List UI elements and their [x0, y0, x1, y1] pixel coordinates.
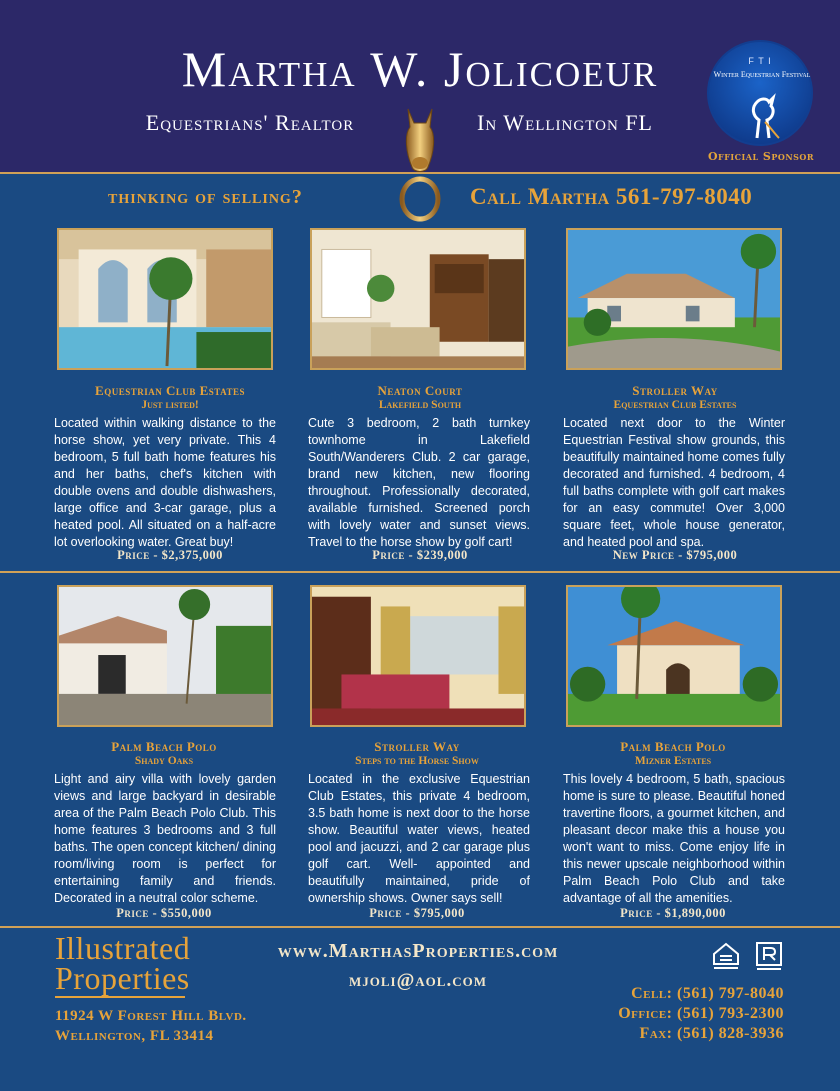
listing-subtitle-3: Equestrian Club Estates: [613, 399, 737, 411]
listing-description-4: Light and airy villa with lovely garden views and large backyard in desirable area of the Palm Beach Polo Club. This home features 3 bedrooms and 3 full baths. The open concept kitchen/ dining room/living room is perfect for entertaining family and friends. Decorated in a neutral color scheme.: [54, 772, 276, 905]
phone-fax: Fax: (561) 828-3936: [639, 1025, 784, 1042]
row-divider: [0, 571, 840, 573]
tagline-left: Equestrians' Realtor: [145, 110, 355, 135]
agent-name: Martha W. Jolicoeur: [181, 41, 659, 97]
horse-head-knocker-icon: [396, 105, 444, 223]
realtor-icon: [756, 942, 782, 972]
listing-subtitle-5: Steps to the Horse Show: [355, 755, 479, 767]
listing-title-2: Neaton Court: [377, 383, 463, 398]
email-link[interactable]: mjoli@aol.com: [349, 970, 487, 991]
listing-title-3: Stroller Way: [632, 383, 718, 398]
listing-photo-4: [57, 585, 273, 727]
tagline-right: In Wellington FL: [477, 110, 653, 135]
listing-description-1: Located within walking distance to the horse show, yet very private. This 4 bedroom, 5 full bath home features his and her baths, chef's kitchen with double ovens and double dishwashers, large office and 3-car garage, plus a heated pool. All situated on a half-acre lot overlooking water. Great buy!: [54, 416, 276, 549]
wef-sponsor-badge: [707, 40, 813, 146]
website-link[interactable]: www.MarthasProperties.com: [277, 940, 559, 962]
listing-photo-6: [566, 585, 782, 727]
listing-price-4: Price - $550,000: [116, 906, 212, 920]
listing-subtitle-4: Shady Oaks: [134, 755, 194, 767]
phone-office: Office: (561) 793-2300: [618, 1005, 784, 1022]
listing-title-6: Palm Beach Polo: [620, 739, 726, 754]
rearing-horse-icon: [739, 92, 785, 142]
listing-title-5: Stroller Way: [374, 739, 460, 754]
thinking-of-selling: thinking of selling?: [108, 186, 303, 208]
listing-photo-3: [566, 228, 782, 370]
listing-subtitle-2: Lakefield South: [378, 399, 462, 411]
listing-description-5: Located in the exclusive Equestrian Club Estates, this private 4 bedroom, 3.5 bath home is next door to the horse show. Beautiful water views, heated pool and jacuzzi, and 2 car garage plus golf cart. Well- appointed and beautifully maintained, pride of ownership shows. Owner says sell!: [308, 772, 530, 905]
badge-festival-name: Winter Equestrian Festival: [713, 70, 811, 79]
brand-properties: Properties: [55, 960, 190, 996]
header-divider: [0, 172, 840, 174]
listing-price-3: New Price - $795,000: [612, 548, 738, 562]
brand-underline: [55, 996, 185, 998]
address-city: Wellington, FL 33414: [55, 1028, 214, 1044]
listing-title-1: Equestrian Club Estates: [95, 383, 245, 398]
address-street: 11924 W Forest Hill Blvd.: [55, 1008, 247, 1024]
listing-photo-2: [310, 228, 526, 370]
listing-title-4: Palm Beach Polo: [111, 739, 217, 754]
listing-price-1: Price - $2,375,000: [117, 548, 223, 562]
listing-description-6: This lovely 4 bedroom, 5 bath, spacious home is sure to please. Beautiful honed travertine floors, a gourmet kitchen, and pleasant decor make this a house you won't want to miss. Come enjoy life in this newer upscale neighborhood within Palm Beach Polo Club and take advantage of all the amenities.: [563, 772, 785, 905]
listing-description-3: Located next door to the Winter Equestrian Festival show grounds, this beautifully maintained home comes fully decorated and furnished. 4 bedroom, 4 full baths complete with golf cart makes for an easy commute! Over 3,000 square feet, whole house generator, and heated pool and spa.: [563, 416, 785, 549]
listing-photo-1: [57, 228, 273, 370]
listing-subtitle-1: Just listed!: [141, 399, 199, 411]
listing-subtitle-6: Mizner Estates: [634, 755, 712, 767]
badge-top-text: F T I: [748, 56, 772, 66]
listing-price-5: Price - $795,000: [369, 906, 465, 920]
listing-price-2: Price - $239,000: [372, 548, 468, 562]
official-sponsor-label: Official Sponsor: [707, 150, 815, 163]
brand-illustrated: Illustrated: [55, 930, 191, 966]
listing-description-2: Cute 3 bedroom, 2 bath turnkey townhome in Lakefield South/Wanderers Club. 2 car garage, brand new kitchen, new flooring throughout. Professionally decorated, available furnished. Screened porch with lovely water and sunset views. Travel to the horse show by golf cart!: [308, 416, 530, 549]
phone-cell: Cell: (561) 797-8040: [631, 985, 784, 1002]
listing-photo-5: [310, 585, 526, 727]
call-martha: Call Martha 561-797-8040: [470, 184, 753, 209]
listing-price-6: Price - $1,890,000: [620, 906, 726, 920]
equal-housing-icon: [712, 942, 740, 972]
